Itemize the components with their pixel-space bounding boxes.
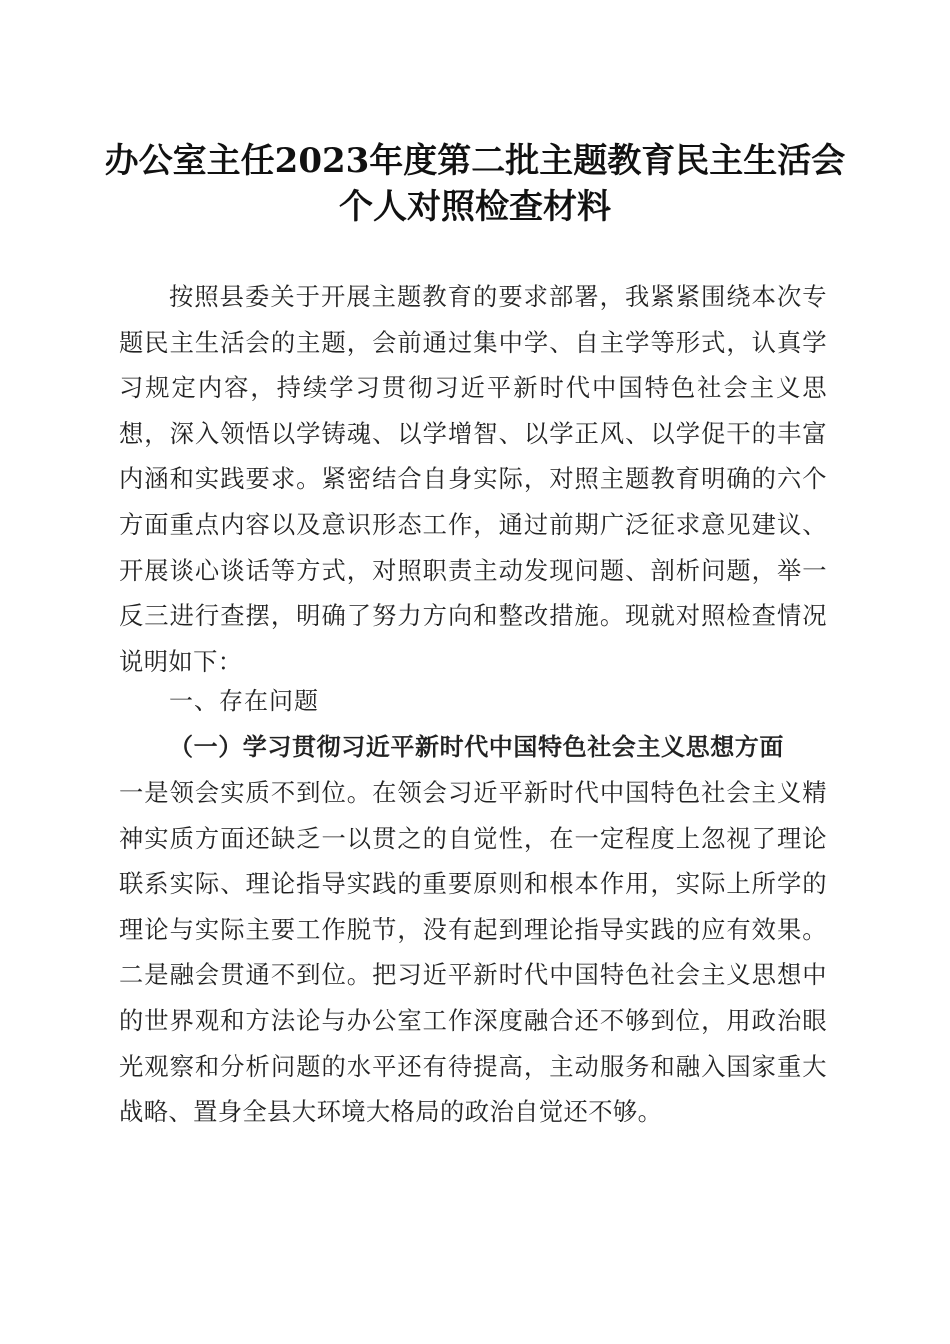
body-paragraph: 一是领会实质不到位。在领会习近平新时代中国特色社会主义精神实质方面还缺乏一以贯之的自觉性，在一定程度上忽视了理论联系实际、理论指导实践的重要原则和根本作用，实际上所学的理论与实际主要工作脱节，没有起到理论指导实践的应有效果。二是融会贯通不到位。把习近平新时代中国特色社会主义思想中的世界观和方法论与办公室工作深度融合还不够到位，用政治眼光观察和分析问题的水平还有待提高，主动服务和融入国家重大战略、置身全县大环境大格局的政治自觉还不够。 bbox=[119, 778, 827, 1127]
subsection-heading: （一）学习贯彻习近平新时代中国特色社会主义思想方面 bbox=[169, 732, 784, 761]
intro-paragraph: 按照县委关于开展主题教育的要求部署，我紧紧围绕本次专题民主生活会的主题，会前通过集中学、自主学等形式，认真学习规定内容，持续学习贯彻习近平新时代中国特色社会主义思想，深入领悟以学铸魂、以学增智、以学正风、以学促干的丰富内涵和实践要求。紧密结合自身实际，对照主题教育明确的六个方面重点内容以及意识形态工作，通过前期广泛征求意见建议、开展谈心谈话等方式，对照职责主动发现问题、剖析问题，举一反三进行查摆，明确了努力方向和整改措施。现就对照检查情况说明如下： bbox=[119, 282, 827, 676]
document-title: 办公室主任2023年度第二批主题教育民主生活会个人对照检查材料 bbox=[104, 141, 846, 227]
section-heading: 一、存在问题 bbox=[169, 687, 319, 715]
